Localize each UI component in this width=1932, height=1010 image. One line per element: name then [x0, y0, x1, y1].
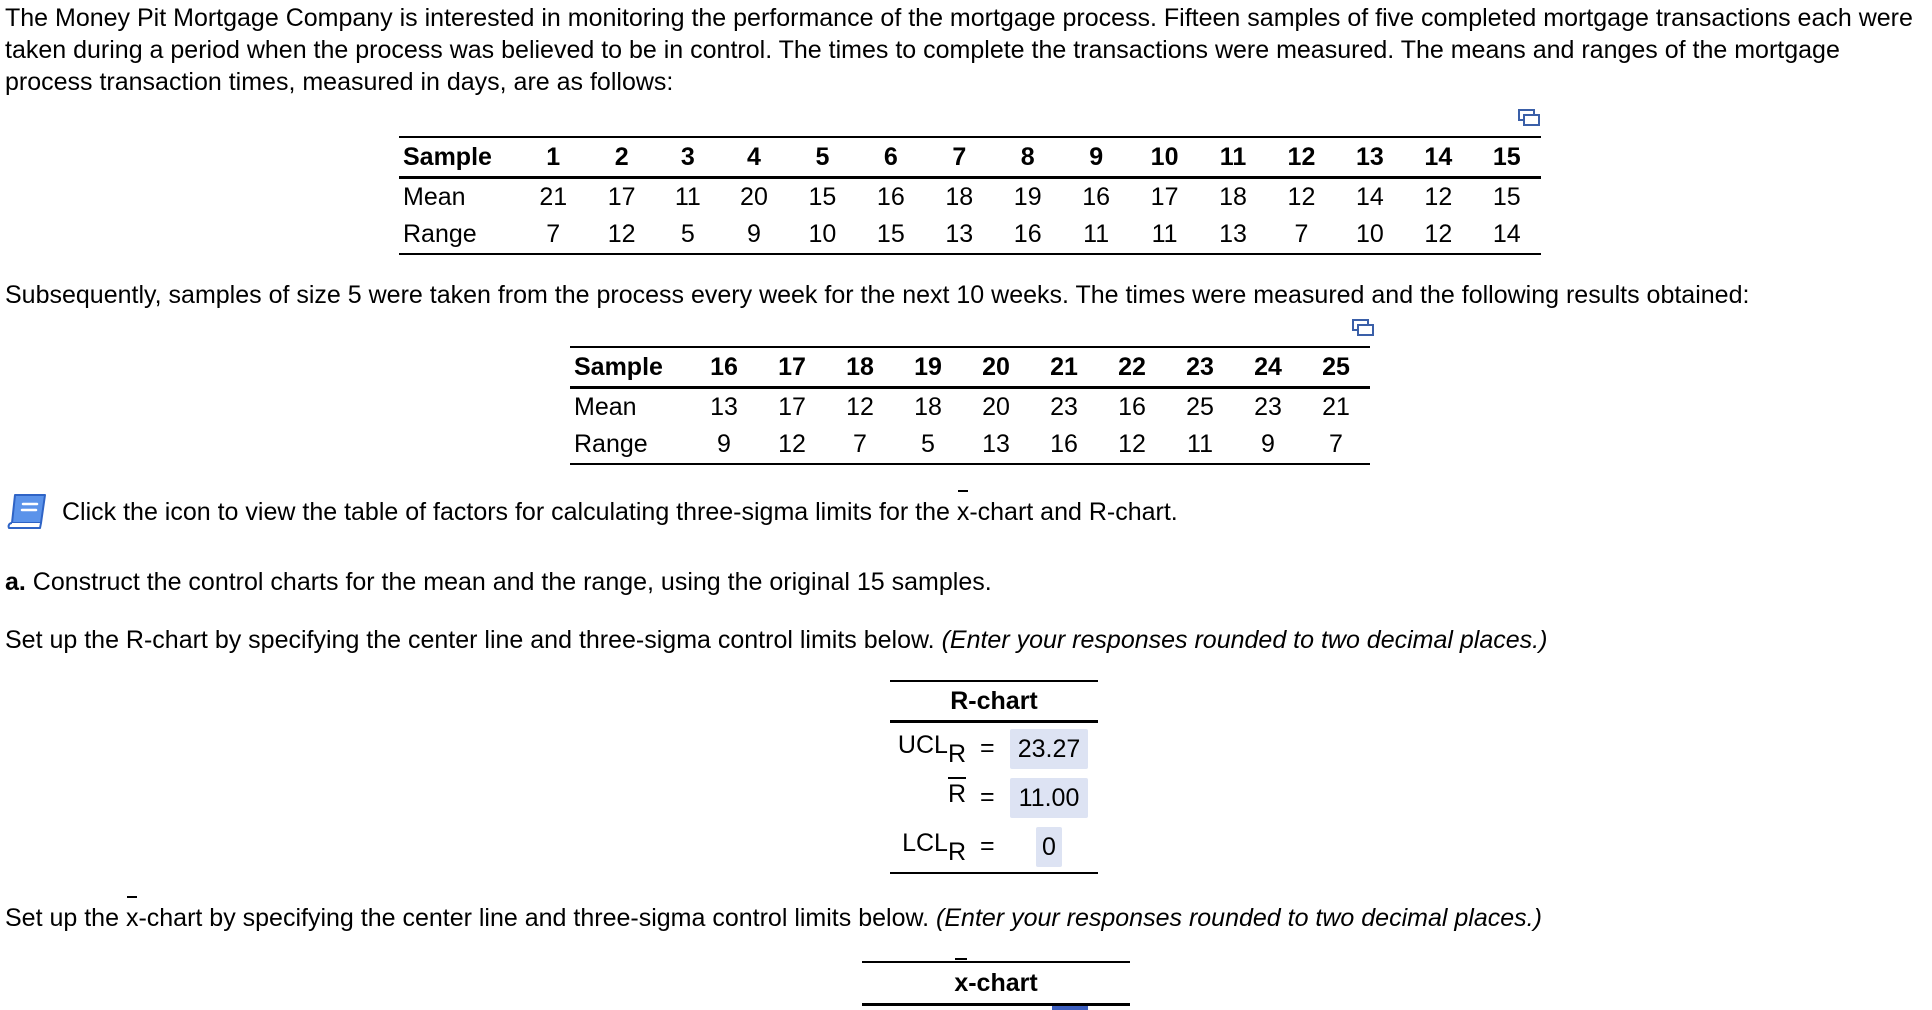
lcl-text: LCL	[902, 829, 948, 857]
mean-cell: 19	[1013, 183, 1042, 211]
mean-cell: 21	[1322, 393, 1350, 421]
mean-cell: 17	[1150, 183, 1179, 211]
mean-cell: 23	[1254, 393, 1282, 421]
x-chart-table	[862, 961, 1130, 1006]
sample-number-cell: 7	[925, 137, 993, 178]
table-row	[399, 216, 1541, 254]
table-row	[570, 388, 1370, 427]
x-chart-title	[862, 963, 1130, 1003]
subsequent-text: Subsequently, samples of size 5 were taken from the process every week for the next 10 weeks. The times were measured and the following results obtained:	[5, 281, 1750, 309]
mean-cell: 12	[1424, 183, 1453, 211]
r-bar-label	[948, 780, 966, 809]
r-chart-title: R-chart	[950, 687, 1038, 715]
sample-number-cell: 9	[1062, 137, 1130, 178]
table-row	[570, 347, 1370, 388]
x-bar-symbol: x	[956, 498, 970, 526]
range-cell: 14	[1473, 216, 1541, 254]
sample-number-cell: 17	[758, 347, 826, 388]
mean-cell: 16	[1118, 393, 1146, 421]
sample-number-cell: 14	[1404, 137, 1472, 178]
mean-cell: 16	[876, 183, 905, 211]
lcl-subscript: R	[947, 838, 966, 866]
range-cell: 12	[587, 216, 655, 254]
factors-instruction	[62, 496, 1178, 528]
sample-number-cell: 3	[656, 137, 720, 178]
equals-sign: =	[980, 832, 995, 860]
range-cell: 16	[1030, 426, 1098, 464]
mean-cell: 17	[778, 393, 806, 421]
sample-number-cell: 2	[587, 137, 655, 178]
x-bar-symbol: x	[125, 904, 139, 932]
range-cell: 9	[1234, 426, 1302, 464]
sample-number-cell: 25	[1302, 347, 1370, 388]
x-chart-setup-text	[5, 902, 1542, 934]
range-cell: 13	[1199, 216, 1267, 254]
range-cell: 12	[1404, 216, 1472, 254]
x-chart-title-rest: -chart	[968, 969, 1038, 997]
row-label-mean: Mean	[403, 183, 466, 211]
range-cell: 7	[1302, 426, 1370, 464]
lcl-r-label	[902, 829, 966, 866]
range-cell: 13	[925, 216, 993, 254]
sample-number-cell: 12	[1267, 137, 1335, 178]
sample-number-cell: 1	[519, 137, 587, 178]
factors-text-before: Click the icon to view the table of factors for calculating three-sigma limits for the	[62, 498, 957, 526]
sample-number-cell: 24	[1234, 347, 1302, 388]
mean-cell: 18	[914, 393, 942, 421]
sample-number-cell: 20	[962, 347, 1030, 388]
range-cell: 7	[826, 426, 894, 464]
sample-number-cell: 21	[1030, 347, 1098, 388]
mean-cell: 21	[539, 183, 568, 211]
sample-number-cell: 19	[894, 347, 962, 388]
row-label-sample: Sample	[570, 347, 690, 388]
table-row	[399, 178, 1541, 217]
mean-cell: 13	[710, 393, 738, 421]
range-cell: 11	[1062, 216, 1130, 254]
range-cell: 13	[962, 426, 1030, 464]
x-bar-symbol: x	[954, 963, 968, 1003]
sample-number-cell: 11	[1199, 137, 1267, 178]
original-samples-table	[399, 136, 1541, 255]
row-label-range: Range	[570, 426, 690, 464]
sample-number-cell: 22	[1098, 347, 1166, 388]
mean-cell: 16	[1082, 183, 1111, 211]
r-bar-row	[890, 772, 1098, 821]
x-setup-instruction: -chart by specifying the center line and three-sigma control limits below.	[138, 904, 937, 932]
range-cell: 10	[1336, 216, 1404, 254]
row-label-sample: Sample	[399, 137, 519, 178]
row-label-mean: Mean	[574, 393, 637, 421]
mean-cell: 18	[1219, 183, 1247, 211]
ucl-r-answer[interactable]: 23.27	[1010, 729, 1088, 769]
sample-number-cell: 8	[993, 137, 1061, 178]
equals-sign: =	[980, 734, 995, 762]
mean-cell: 23	[1050, 393, 1078, 421]
sample-number-cell: 5	[788, 137, 856, 178]
mean-cell: 18	[945, 183, 974, 211]
mean-cell: 15	[808, 183, 837, 211]
equals-sign: =	[980, 783, 995, 811]
range-cell: 12	[1098, 426, 1166, 464]
lcl-r-row	[890, 821, 1098, 870]
part-a-text	[5, 566, 992, 598]
sample-number-cell: 15	[1473, 137, 1541, 178]
ucl-r-row	[890, 723, 1098, 772]
x-setup-note: (Enter your responses rounded to two decimal places.)	[936, 904, 1542, 932]
intro-text: The Money Pit Mortgage Company is interested in monitoring the performance of the mortgage process. Fifteen samples of five completed mortgage transactions each were taken during a period when the process was believed to be in control. The times to complete the transactions were measured. The means and ranges of the mortgage process transaction times, measured in days, are as follows:	[5, 4, 1913, 96]
ucl-subscript: R	[947, 740, 966, 768]
range-cell: 9	[690, 426, 758, 464]
range-cell: 7	[519, 216, 587, 254]
sample-number-cell: 6	[857, 137, 925, 178]
range-cell: 12	[758, 426, 826, 464]
range-cell: 11	[1130, 216, 1198, 254]
range-cell: 9	[720, 216, 788, 254]
mean-cell: 20	[740, 183, 768, 211]
factors-text-after: -chart and R-chart.	[969, 498, 1178, 526]
table-row	[570, 426, 1370, 464]
mean-cell: 15	[1492, 183, 1521, 211]
range-cell: 16	[993, 216, 1061, 254]
book-icon[interactable]	[6, 492, 48, 532]
lcl-r-answer[interactable]: 0	[1036, 827, 1062, 867]
sample-number-cell: 18	[826, 347, 894, 388]
r-setup-instruction: Set up the R-chart by specifying the center line and three-sigma control limits below.	[5, 626, 942, 654]
ucl-text: UCL	[897, 731, 948, 759]
part-a-label: a.	[5, 568, 26, 596]
mean-cell: 11	[674, 183, 701, 211]
range-cell: 7	[1267, 216, 1335, 254]
part-a-instruction: Construct the control charts for the mean and the range, using the original 15 samples.	[25, 568, 992, 596]
range-cell: 11	[1166, 426, 1234, 464]
mean-cell: 25	[1186, 393, 1214, 421]
table-row	[399, 137, 1541, 178]
r-bar-answer[interactable]: 11.00	[1010, 778, 1088, 818]
row-label-range: Range	[399, 216, 519, 254]
answer-box-partial[interactable]	[1052, 1006, 1088, 1010]
r-setup-note: (Enter your responses rounded to two decimal places.)	[941, 626, 1548, 654]
mean-cell: 17	[607, 183, 636, 211]
mean-cell: 14	[1355, 183, 1384, 211]
sample-number-cell: 16	[690, 347, 758, 388]
ucl-r-label	[897, 731, 966, 768]
sample-number-cell: 23	[1166, 347, 1234, 388]
mean-cell: 12	[1287, 183, 1316, 211]
x-setup-before: Set up the	[5, 904, 126, 932]
sample-number-cell: 13	[1336, 137, 1404, 178]
sample-number-cell: 4	[720, 137, 788, 178]
r-bar-text: R	[947, 780, 966, 808]
range-cell: 10	[788, 216, 856, 254]
mean-cell: 20	[982, 393, 1010, 421]
subsequent-samples-table	[570, 346, 1370, 465]
mean-cell: 12	[846, 393, 874, 421]
popup-table-icon[interactable]	[1518, 109, 1540, 127]
range-cell: 5	[894, 426, 962, 464]
r-chart-table	[890, 680, 1098, 874]
range-cell: 5	[656, 216, 720, 254]
r-chart-setup-text	[5, 624, 1547, 656]
range-cell: 15	[857, 216, 925, 254]
popup-table-icon[interactable]	[1352, 319, 1374, 337]
sample-number-cell: 10	[1130, 137, 1198, 178]
